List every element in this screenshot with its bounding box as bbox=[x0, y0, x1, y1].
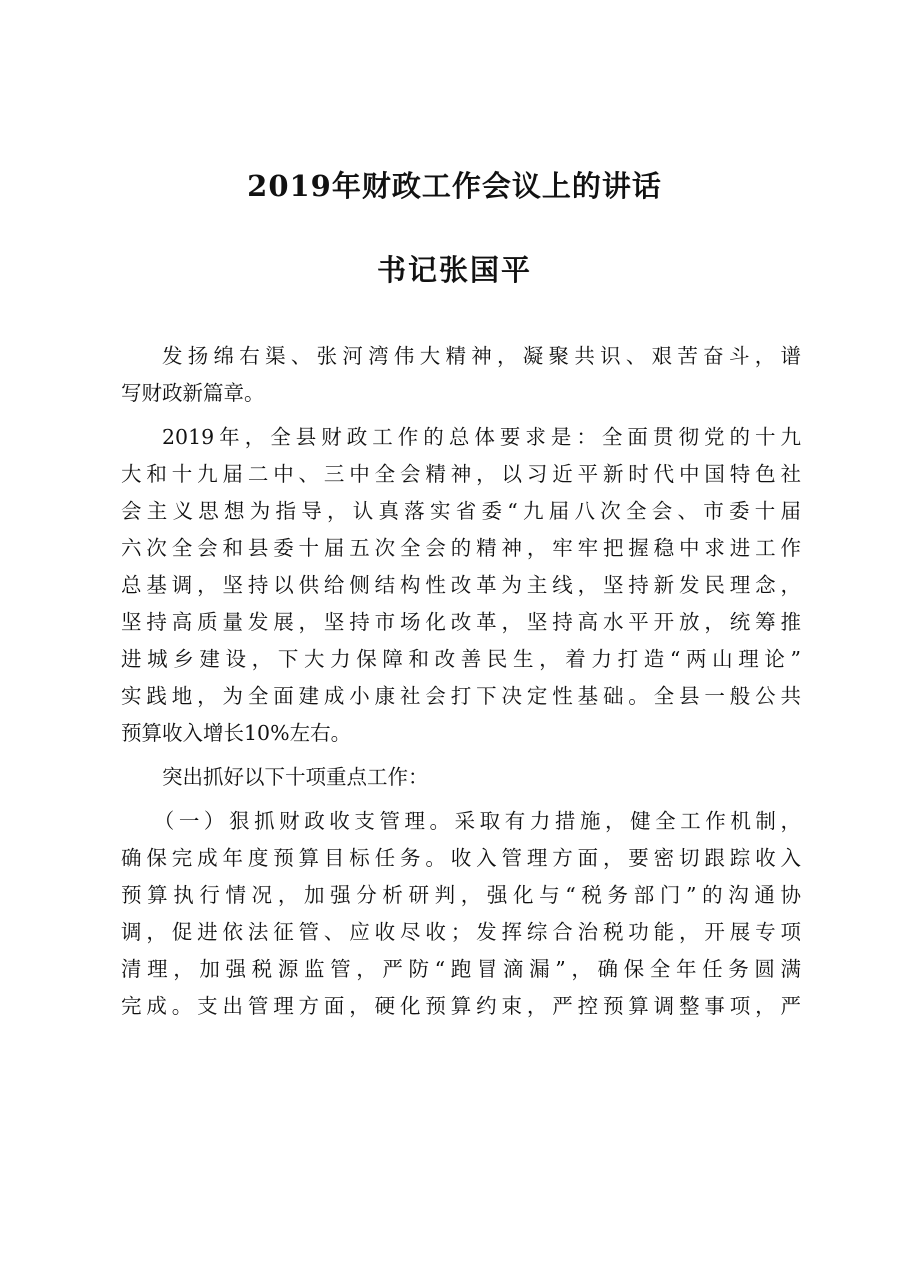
text-line: 大和十九届二中、三中全会精神，以习近平新时代中国特色社 bbox=[121, 462, 801, 486]
text-line: 总基调，坚持以供给侧结构性改革为主线，坚持新发民理念， bbox=[121, 573, 801, 597]
text-line: 会主义思想为指导，认真落实省委“九届八次全会、市委十届 bbox=[121, 499, 801, 523]
paragraph-spacer bbox=[121, 412, 801, 419]
document-body bbox=[121, 338, 801, 1025]
text-line: 实践地，为全面建成小康社会打下决定性基础。全县一般公共 bbox=[121, 684, 801, 708]
text-line: 清理，加强税源监管，严防“跑冒滴漏”，确保全年任务圆满 bbox=[121, 957, 801, 981]
text-line: 进城乡建设，下大力保障和改善民生，着力打造“两山理论” bbox=[121, 647, 801, 671]
text-line: 2019年，全县财政工作的总体要求是：全面贯彻党的十九 bbox=[162, 425, 801, 449]
text-line: 完成。支出管理方面，硬化预算约束，严控预算调整事项，严 bbox=[121, 994, 801, 1018]
text-line: 确保完成年度预算目标任务。收入管理方面，要密切跟踪收入 bbox=[121, 846, 801, 870]
paragraph-4 bbox=[121, 803, 801, 1025]
text-line: 发扬绵右渠、张河湾伟大精神，凝聚共识、艰苦奋斗，谱 bbox=[162, 344, 801, 368]
paragraph-2 bbox=[121, 419, 801, 752]
paragraph-spacer bbox=[121, 752, 801, 759]
text-line: 突出抓好以下十项重点工作： bbox=[162, 765, 429, 789]
paragraph-1 bbox=[121, 338, 801, 412]
text-line: 六次全会和县委十届五次全会的精神，牢牢把握稳中求进工作 bbox=[121, 536, 801, 560]
document-author: 书记张国平 bbox=[376, 253, 532, 287]
paragraph-spacer bbox=[121, 796, 801, 803]
document-title: 2019年财政工作会议上的讲话 bbox=[247, 169, 662, 203]
text-line: 写财政新篇章。 bbox=[121, 381, 265, 405]
text-line: （一）狠抓财政收支管理。采取有力措施，健全工作机制， bbox=[153, 809, 801, 833]
text-line: 预算执行情况，加强分析研判，强化与“税务部门”的沟通协 bbox=[121, 883, 801, 907]
text-line: 坚持高质量发展，坚持市场化改革，坚持高水平开放，统筹推 bbox=[121, 610, 801, 634]
paragraph-3 bbox=[121, 759, 801, 796]
text-line: 调，促进依法征管、应收尽收；发挥综合治税功能，开展专项 bbox=[121, 920, 801, 944]
text-line: 预算收入增长10%左右。 bbox=[121, 721, 352, 745]
